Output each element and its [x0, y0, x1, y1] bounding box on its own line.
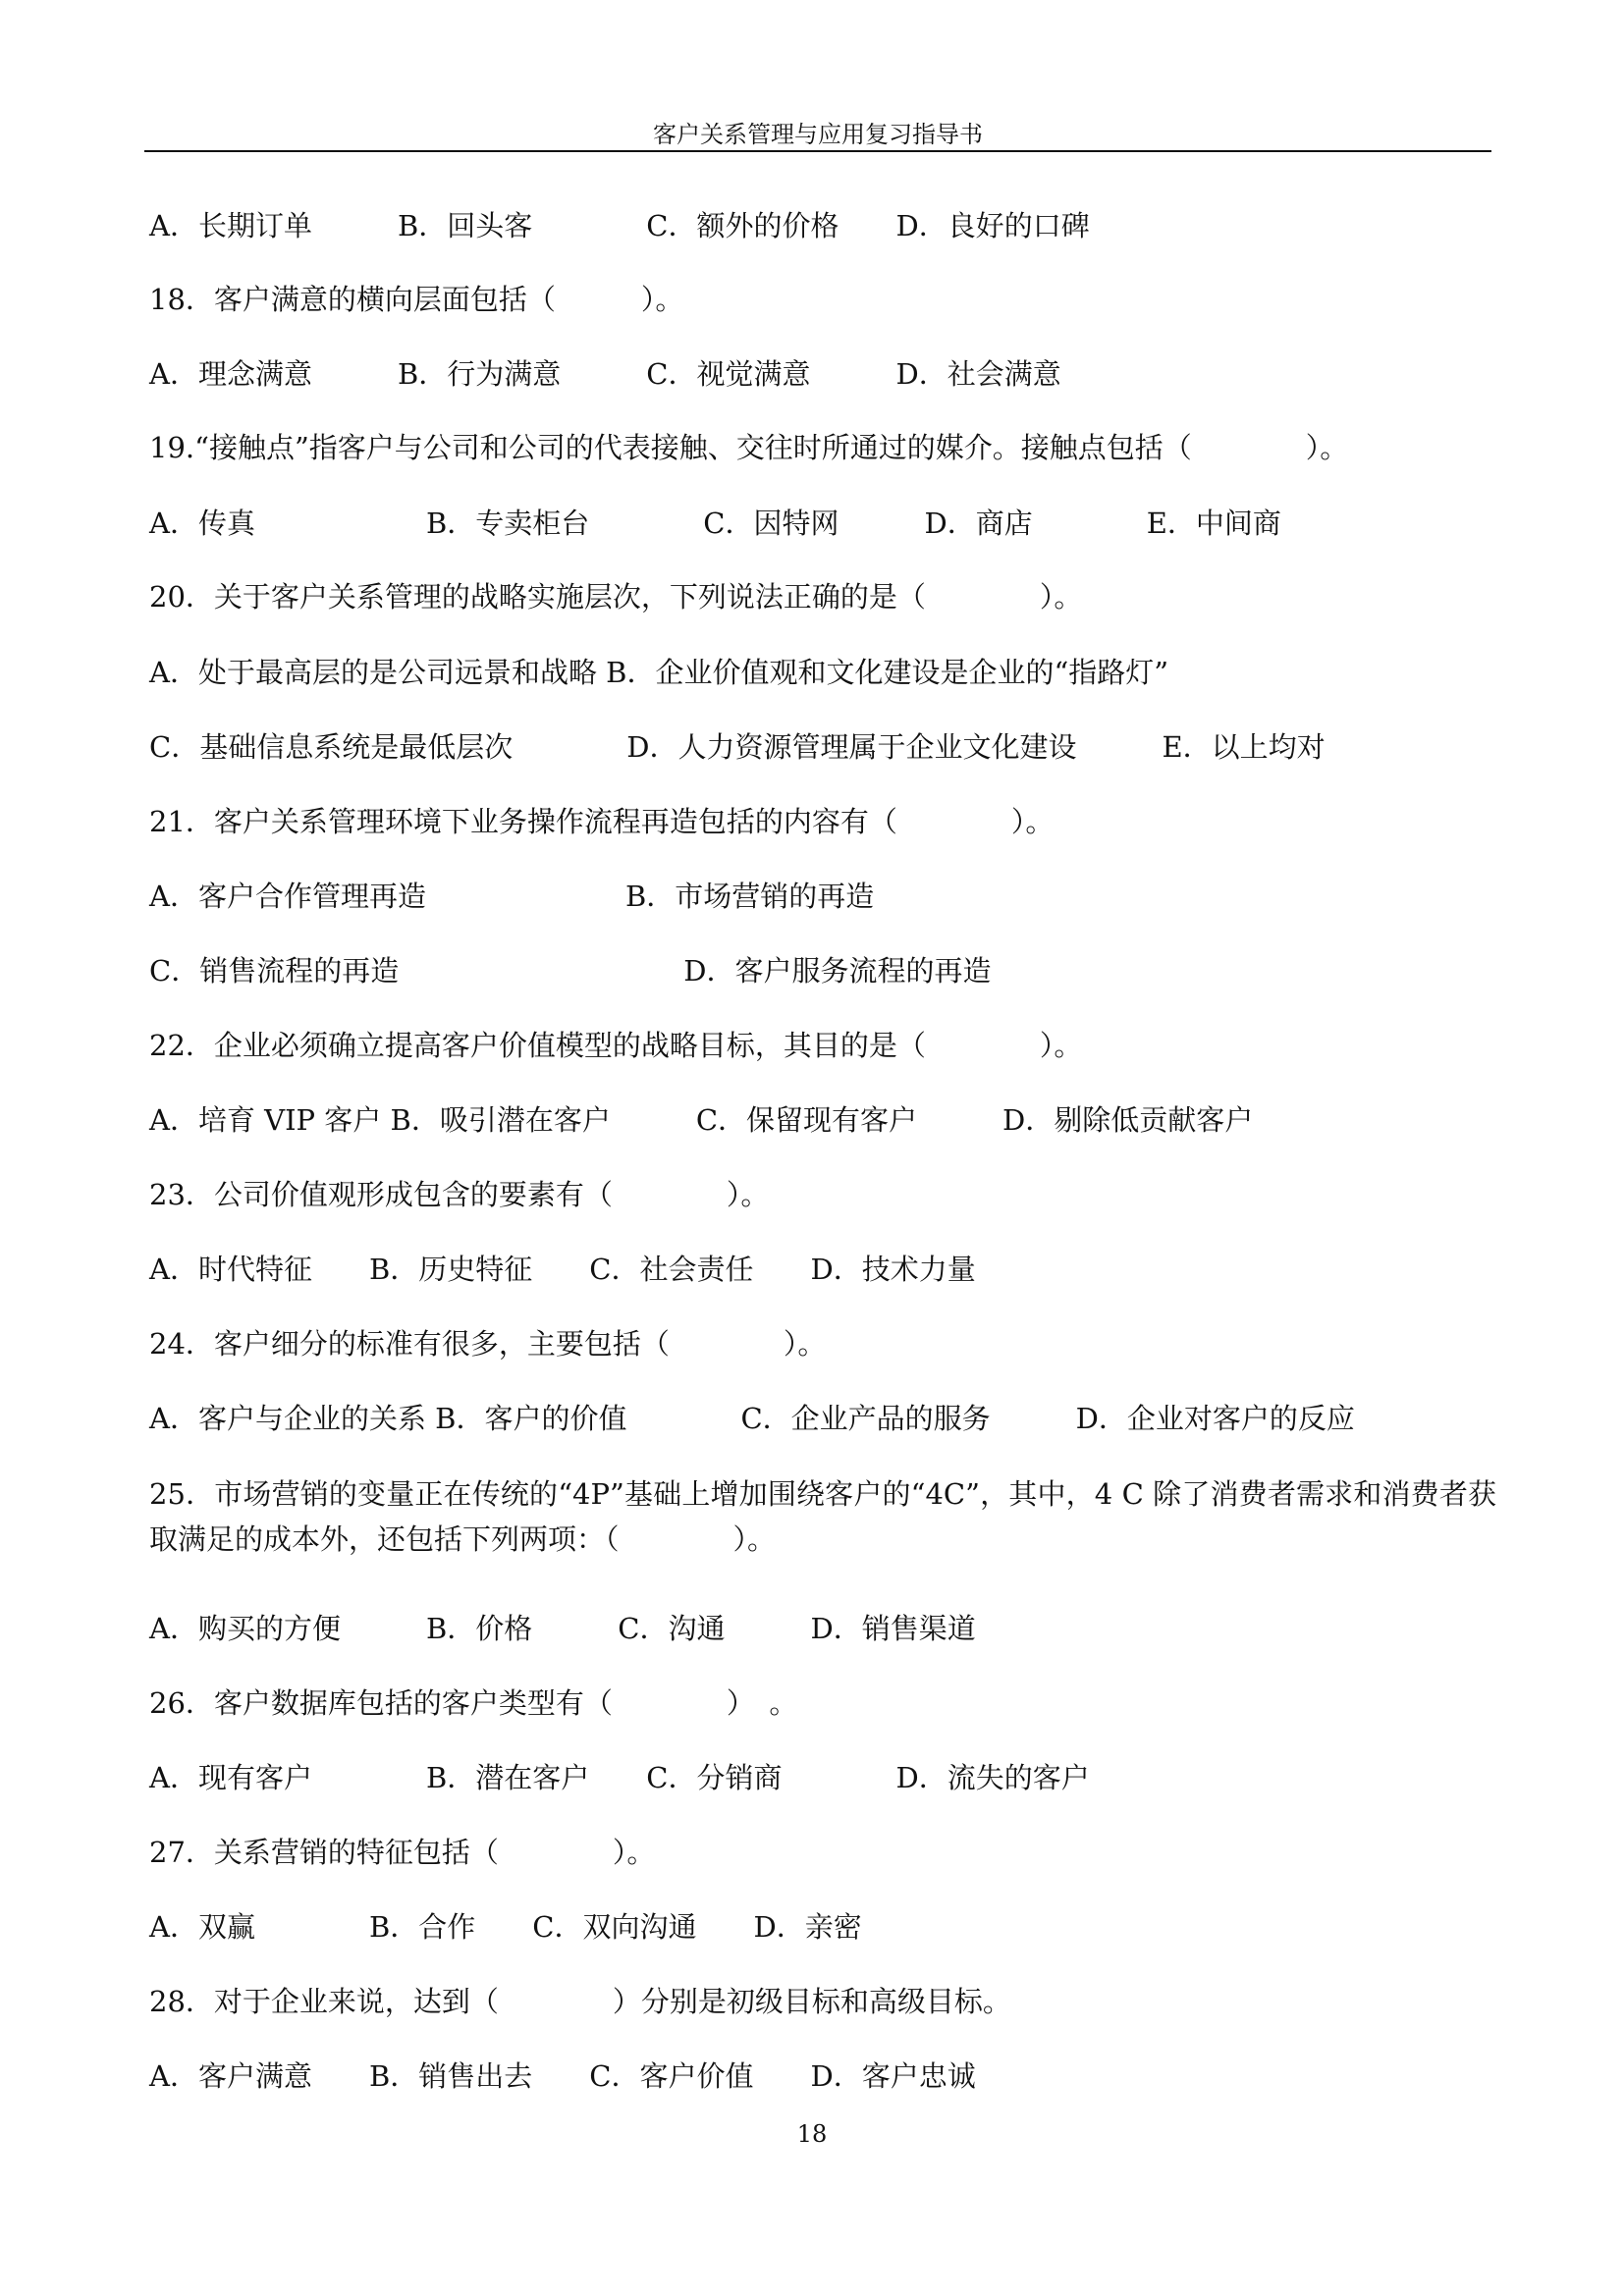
- question-20: 20．关于客户关系管理的战略实施层次，下列说法正确的是（ ）。: [149, 580, 1083, 614]
- question-27: 27．关系营销的特征包括（ ）。: [149, 1836, 656, 1869]
- question-18: 18．客户满意的横向层面包括（ ）。: [149, 283, 684, 316]
- question-23: 23．公司价值观形成包含的要素有（ ）。: [149, 1178, 770, 1211]
- question-28: 28．对于企业来说，达到（ ）分别是初级目标和高级目标。: [149, 1985, 1011, 2018]
- header-rule: [144, 150, 1491, 152]
- q23-options: A．时代特征 B．历史特征 C．社会责任 D．技术力量: [149, 1253, 976, 1286]
- q21-options-line1: A．客户合作管理再造 B．市场营销的再造: [149, 880, 875, 913]
- q26-options: A．现有客户 B．潜在客户 C．分销商 D．流失的客户: [149, 1761, 1090, 1794]
- q22-options: A．培育 VIP 客户 B．吸引潜在客户 C．保留现有客户 D．剔除低贡献客户: [149, 1103, 1254, 1137]
- q28-options: A．客户满意 B．销售出去 C．客户价值 D．客户忠诚: [149, 2059, 976, 2093]
- q25-options: A．购买的方便 B．价格 C．沟通 D．销售渠道: [149, 1612, 976, 1645]
- q27-options: A．双赢 B．合作 C．双向沟通 D．亲密: [149, 1910, 862, 1944]
- q17-options: A．长期订单 B．回头客 C．额外的价格 D．良好的口碑: [149, 209, 1090, 242]
- q18-options: A．理念满意 B．行为满意 C．视觉满意 D．社会满意: [149, 357, 1061, 391]
- question-21: 21．客户关系管理环境下业务操作流程再造包括的内容有（ ）。: [149, 805, 1055, 838]
- question-24: 24．客户细分的标准有很多，主要包括（ ）。: [149, 1327, 827, 1361]
- q20-options-line2: C．基础信息系统是最低层次 D．人力资源管理属于企业文化建设 E．以上均对: [149, 730, 1326, 764]
- q20-options-line1: A．处于最高层的是公司远景和战略 B．企业价值观和文化建设是企业的“指路灯”: [149, 656, 1169, 689]
- page-number: 18: [796, 2120, 828, 2148]
- q24-options: A．客户与企业的关系 B．客户的价值 C．企业产品的服务 D．企业对客户的反应: [149, 1402, 1355, 1435]
- question-22: 22．企业必须确立提高客户价值模型的战略目标，其目的是（ ）。: [149, 1029, 1083, 1062]
- q21-options-line2: C．销售流程的再造 D．客户服务流程的再造: [149, 954, 992, 988]
- running-header: 客户关系管理与应用复习指导书: [653, 121, 983, 148]
- question-19: 19.“接触点”指客户与公司和公司的代表接触、交往时所通过的媒介。接触点包括（ ）。: [149, 431, 1349, 464]
- question-25: 25．市场营销的变量正在传统的“4P”基础上增加围绕客户的“4C”，其中，4 C 除了消费者需求和消费者获取满足的成本外，还包括下列两项：（ ）。: [149, 1477, 1496, 1556]
- q19-options: A．传真 B．专卖柜台 C．因特网 D．商店 E．中间商: [149, 507, 1281, 540]
- question-26: 26．客户数据库包括的客户类型有（ ） 。: [149, 1686, 798, 1720]
